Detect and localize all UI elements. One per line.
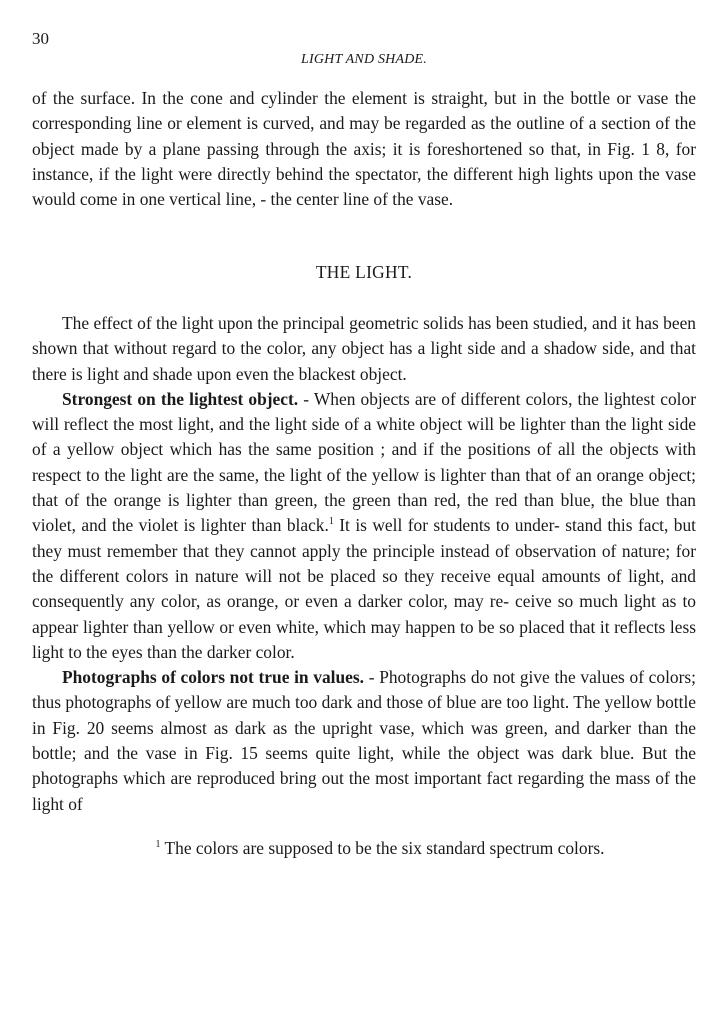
continuation-text: of the surface. In the cone and cylinder the element is straight, but in the bottle or vase the corresponding line or element is curved, and may be regarded as the outline of a section of the object made by a plane passing through the axis; it is foreshortened so that, in Fig. 1 8, for instance, if the light were directly behind the spectator, the different high lights upon the vase would come in one vertical line, - the center line of the vase. <box>32 88 696 210</box>
continuation-paragraph <box>32 86 696 212</box>
running-head <box>0 52 728 68</box>
paragraph-text: It is well for students to under- stand this fact, but they must remember that they cannot apply the principle instead of observation of nature; for the different colors in nature will not be placed so they receive equal amounts of light, and consequently any color, as orange, or even a darker color, may re- ceive so much light as to appear lighter than yellow or even white, which may happen to be so placed that it reflects less light to the eyes than the darker color. <box>32 515 696 662</box>
paragraph-photographs <box>32 665 696 817</box>
running-head-text: LIGHT AND SHADE. <box>301 52 427 67</box>
paragraph-strongest-light <box>32 387 696 665</box>
paragraph-text: - When objects are of different colors, the lightest color will reflect the most light, and the light side of a white object will be lighter than the light side of a yellow object which has the same position ; and if the positions of all the objects with respect to the light are the same, the light of the yellow is lighter than that of an orange object; that of the orange is lighter than green, the green than red, the red than blue, the blue than violet, and the violet is lighter than black. <box>32 388 696 536</box>
paragraph-light-side: The effect of the light upon the principal geometric solids has been studied, and it has been shown that without regard to the color, any object has a light side and a shadow side, and that there is light and shade upon even the blackest object. <box>32 313 696 384</box>
page-number: 30 <box>32 29 49 48</box>
section-heading: THE LIGHT. <box>315 262 413 282</box>
footnote <box>0 836 728 861</box>
footnote-mark: 1 <box>155 839 161 851</box>
footnote-reference: 1 <box>328 516 334 528</box>
section-body <box>32 311 696 817</box>
run-in-heading: Photographs of colors not true in values. <box>62 667 365 688</box>
paragraph-text: - Photographs do not give the values of colors; thus photographs of yellow are much too dark and those of blue are too light. The yellow bottle in Fig. 20 seems almost as dark as the upright vase, which was green, and darker than the bottle; and the vase in Fig. 15 seems quite light, while the object was dark blue. But the photographs which are reproduced bring out the most important fact regarding the mass of the light of <box>32 667 696 814</box>
run-in-heading: Strongest on the lightest object. <box>62 388 299 409</box>
footnote-text: The colors are supposed to be the six standard spectrum colors. <box>160 838 605 858</box>
